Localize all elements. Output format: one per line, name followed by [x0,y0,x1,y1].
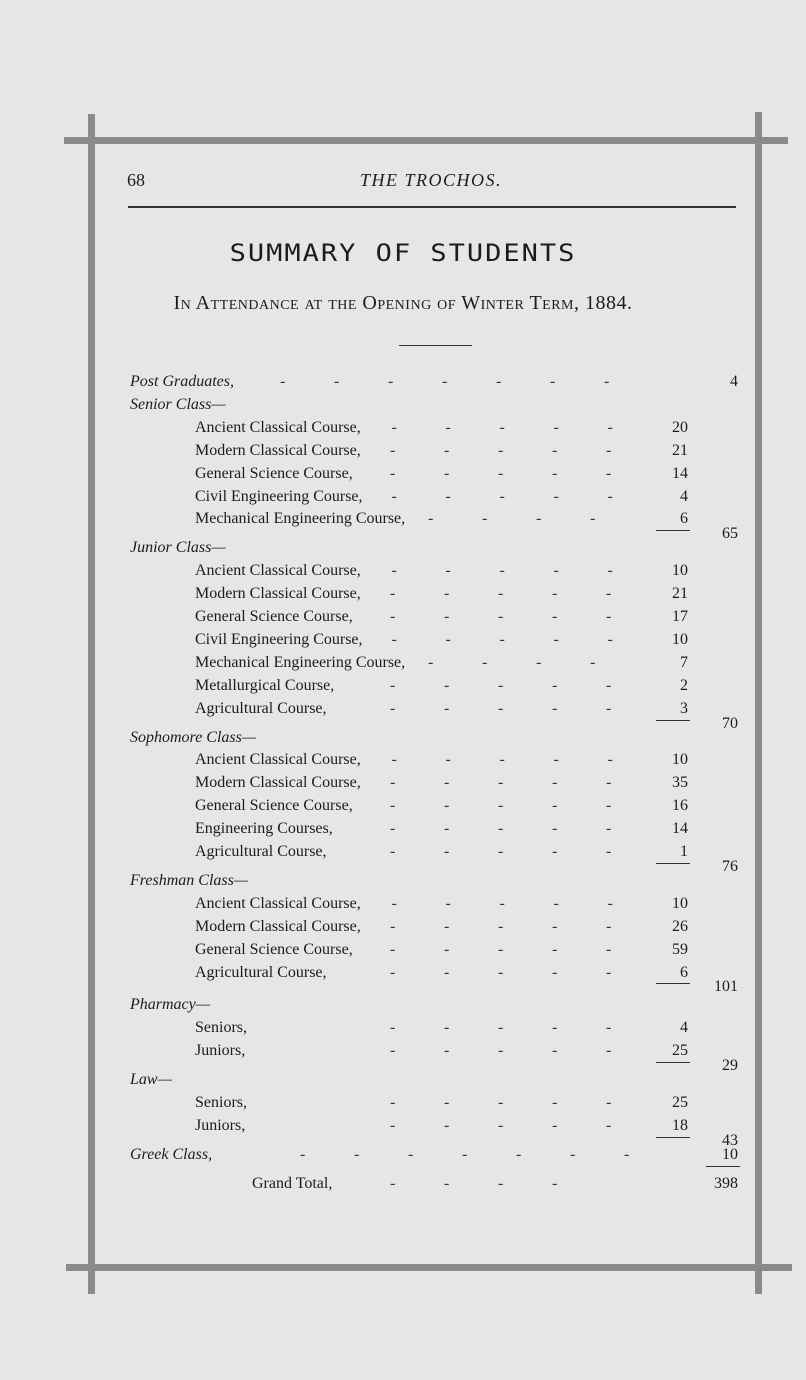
leader-dash: - [444,917,450,935]
sophomore-class-row-count: 1 [680,843,688,860]
leader-dash: - [391,487,397,505]
junior-class-row-count: 10 [672,562,688,580]
junior-class-row-count: 7 [680,653,688,671]
leader-dash: - [354,1145,360,1163]
leader-dash: - [444,843,450,860]
leader-dash: - [444,774,450,792]
leader-dash: - [606,1042,612,1060]
pharmacy-heading [0,994,806,1016]
leader-dash: - [552,699,558,717]
junior-class-row-count: 17 [672,608,688,625]
greek-class-row-label: Greek Class, [130,1145,213,1163]
leader-dash: - [444,585,450,603]
leader-dash: - [498,1042,504,1060]
page-title: SUMMARY OF STUDENTS [229,239,577,268]
leader-dash: - [498,441,504,459]
leader-dash: - [390,843,396,860]
sophomore-class-row-count: 16 [672,797,688,815]
leader-dash: - [552,963,558,981]
pharmacy-row-count: 25 [672,1042,688,1060]
sophomore-class-row-label: General Science Course, [195,797,353,815]
leader-dash: - [499,562,505,580]
leader-dash: - [280,373,286,390]
leader-dash: - [428,653,434,671]
law-row-count: 18 [672,1116,688,1134]
leader-dash: - [499,418,505,436]
leader-dash: - [498,963,504,981]
law-class-total: 43 [722,1131,738,1149]
senior-class-row-count: 6 [680,510,688,528]
junior-class-row-count: 3 [680,699,688,717]
senior-class-row-count: 20 [672,418,688,436]
sophomore-class-row-label: Agricultural Course, [195,843,327,860]
leader-dash: - [590,510,596,528]
freshman-class-row-label: Ancient Classical Course, [195,894,361,912]
leader-dash: - [390,797,396,815]
leader-dash: - [606,608,612,625]
junior-class-row [0,629,806,651]
page-number: 68 [127,170,145,190]
leader-dash: - [606,797,612,815]
senior-class-row-label: Mechanical Engineering Course, [195,510,406,528]
leader-dash: - [624,1145,630,1163]
senior-class-row-label: General Science Course, [195,464,353,482]
leader-dash: - [606,1116,612,1134]
junior-class-heading-label: Junior Class— [130,539,226,557]
leader-dash: - [570,1145,576,1163]
freshman-class-row-label: Modern Classical Course, [195,917,361,935]
leader-dash: - [390,585,396,603]
junior-class-row-label: Mechanical Engineering Course, [195,653,406,671]
freshman-class-row-count: 6 [680,963,688,981]
law-row-label: Seniors, [195,1094,247,1111]
leader-dash: - [552,1094,558,1111]
leader-dash: - [552,843,558,860]
leader-dash: - [482,510,488,528]
post-graduates-row [0,371,806,393]
law-row-label: Juniors, [195,1116,246,1134]
leader-dash: - [536,510,542,528]
freshman-class-row-label: General Science Course, [195,940,353,958]
leader-dash: - [498,1094,504,1111]
leader-dash: - [390,699,396,717]
leader-dash: - [552,1174,558,1192]
leader-dash: - [428,510,434,528]
leader-dash: - [444,1116,450,1134]
leader-dash: - [445,487,451,505]
leader-dash: - [553,487,559,505]
leader-dash: - [552,441,558,459]
freshman-class-row [0,893,806,915]
senior-class-row-label: Modern Classical Course, [195,441,361,459]
pharmacy-row-label: Juniors, [195,1042,246,1060]
leader-dash: - [444,963,450,981]
senior-class-row-label: Ancient Classical Course, [195,418,361,436]
junior-class-row-label: General Science Course, [195,608,353,625]
leader-dash: - [445,751,451,769]
pharmacy-row [0,1017,806,1039]
greek-class-row-total: 10 [722,1145,738,1163]
page-subtitle: In Attendance at the Opening of Winter Term, 1884. [173,292,633,314]
law-heading [0,1069,806,1091]
junior-class-row [0,675,806,697]
leader-dash: - [499,751,505,769]
leader-dash: - [498,774,504,792]
post-graduates-row-label: Post Graduates, [130,373,234,390]
pharmacy-class-total: 29 [722,1057,738,1075]
junior-class-class-total: 70 [722,714,738,732]
grand-total-row-total: 398 [714,1174,738,1192]
leader-dash: - [552,1019,558,1037]
leader-dash: - [552,820,558,838]
grand-total-row-label: Grand Total, [252,1174,333,1192]
leader-dash: - [391,562,397,580]
leader-dash: - [606,1019,612,1037]
senior-class-row [0,440,806,462]
leader-dash: - [552,774,558,792]
leader-dash: - [408,1145,414,1163]
junior-class-row [0,652,806,674]
leader-dash: - [606,585,612,603]
sophomore-class-row [0,772,806,794]
sophomore-class-row [0,749,806,771]
leader-dash: - [334,373,340,390]
freshman-class-row [0,939,806,961]
leader-dash: - [444,608,450,625]
junior-class-row-count: 2 [680,676,688,694]
leader-dash: - [552,1042,558,1060]
leader-dash: - [498,585,504,603]
leader-dash: - [390,1174,396,1192]
leader-dash: - [390,676,396,694]
title-divider [399,345,472,346]
senior-class-class-total: 65 [722,525,738,543]
leader-dash: - [444,464,450,482]
leader-dash: - [498,843,504,860]
leader-dash: - [498,917,504,935]
sophomore-class-row [0,795,806,817]
leader-dash: - [444,820,450,838]
sophomore-class-row-label: Modern Classical Course, [195,774,361,792]
leader-dash: - [552,797,558,815]
leader-dash: - [552,1116,558,1134]
leader-dash: - [607,418,613,436]
junior-class-row-count: 21 [672,585,688,603]
leader-dash: - [496,373,502,390]
leader-dash: - [499,894,505,912]
running-title: THE TROCHOS. [360,170,503,190]
leader-dash: - [390,1042,396,1060]
senior-class-heading [0,394,806,416]
leader-dash: - [553,751,559,769]
senior-class-row-label: Civil Engineering Course, [195,487,363,505]
pharmacy-row-count: 4 [680,1019,688,1037]
grand-total-row [0,1173,806,1195]
senior-class-row-count: 14 [672,464,688,482]
leader-dash: - [607,894,613,912]
leader-dash: - [607,562,613,580]
leader-dash: - [390,608,396,625]
leader-dash: - [391,630,397,648]
leader-dash: - [300,1145,306,1163]
greek-class-row [0,1144,806,1166]
leader-dash: - [552,585,558,603]
leader-dash: - [444,797,450,815]
leader-dash: - [498,676,504,694]
leader-dash: - [498,699,504,717]
leader-dash: - [391,751,397,769]
junior-class-row [0,560,806,582]
leader-dash: - [390,917,396,935]
leader-dash: - [498,940,504,958]
sophomore-class-row [0,818,806,840]
junior-class-row-label: Metallurgical Course, [195,676,335,694]
leader-dash: - [499,487,505,505]
leader-dash: - [498,820,504,838]
leader-dash: - [606,464,612,482]
leader-dash: - [444,1019,450,1037]
frame-top-rule [64,137,788,144]
leader-dash: - [388,373,394,390]
freshman-class-row-count: 59 [672,940,688,958]
leader-dash: - [553,418,559,436]
leader-dash: - [498,608,504,625]
leader-dash: - [606,774,612,792]
sophomore-class-row-count: 35 [672,774,688,792]
junior-class-row-label: Ancient Classical Course, [195,562,361,580]
leader-dash: - [552,940,558,958]
leader-dash: - [391,894,397,912]
leader-dash: - [390,940,396,958]
leader-dash: - [444,699,450,717]
freshman-class-class-total: 101 [714,978,738,996]
freshman-class-heading [0,870,806,892]
leader-dash: - [550,373,556,390]
leader-dash: - [445,562,451,580]
leader-dash: - [498,1174,504,1192]
leader-dash: - [390,774,396,792]
leader-dash: - [444,441,450,459]
sophomore-class-row-count: 14 [672,820,688,838]
header-rule [128,206,736,208]
sophomore-class-row-count: 10 [672,751,688,769]
senior-class-row [0,486,806,508]
senior-class-heading-label: Senior Class— [130,395,226,413]
leader-dash: - [444,676,450,694]
pharmacy-heading-label: Pharmacy— [130,996,210,1014]
leader-dash: - [499,630,505,648]
freshman-class-row-label: Agricultural Course, [195,963,327,981]
freshman-class-row [0,916,806,938]
leader-dash: - [606,441,612,459]
leader-dash: - [606,917,612,935]
leader-dash: - [498,464,504,482]
freshman-class-row-count: 26 [672,917,688,935]
pharmacy-row-label: Seniors, [195,1019,247,1037]
junior-class-heading [0,537,806,559]
leader-dash: - [606,676,612,694]
leader-dash: - [607,630,613,648]
senior-class-row [0,417,806,439]
law-row [0,1092,806,1114]
leader-dash: - [606,699,612,717]
leader-dash: - [553,630,559,648]
post-graduates-row-total: 4 [730,373,738,390]
law-row-count: 25 [672,1094,688,1111]
leader-dash: - [552,608,558,625]
grand-total-line [706,1166,740,1167]
sophomore-class-class-total: 76 [722,857,738,875]
leader-dash: - [606,820,612,838]
leader-dash: - [391,418,397,436]
senior-class-row-count: 4 [680,487,688,505]
junior-class-row-label: Agricultural Course, [195,699,327,717]
leader-dash: - [442,373,448,390]
leader-dash: - [552,676,558,694]
frame-bottom-rule [66,1264,792,1271]
junior-class-row [0,583,806,605]
sophomore-class-heading-label: Sophomore Class— [130,728,257,746]
senior-class-row [0,463,806,485]
leader-dash: - [462,1145,468,1163]
junior-class-row-count: 10 [672,630,688,648]
leader-dash: - [607,751,613,769]
leader-dash: - [498,797,504,815]
leader-dash: - [604,373,610,390]
leader-dash: - [390,441,396,459]
junior-class-row-label: Modern Classical Course, [195,585,361,603]
leader-dash: - [445,630,451,648]
leader-dash: - [498,1116,504,1134]
law-heading-label: Law— [130,1071,172,1089]
senior-class-row-count: 21 [672,441,688,459]
leader-dash: - [606,963,612,981]
sophomore-class-heading [0,727,806,749]
leader-dash: - [482,653,488,671]
leader-dash: - [607,487,613,505]
leader-dash: - [390,963,396,981]
leader-dash: - [445,894,451,912]
leader-dash: - [552,464,558,482]
junior-class-row-label: Civil Engineering Course, [195,630,363,648]
leader-dash: - [390,464,396,482]
leader-dash: - [390,820,396,838]
junior-class-row [0,606,806,628]
sophomore-class-row-label: Ancient Classical Course, [195,751,361,769]
leader-dash: - [552,917,558,935]
freshman-class-row-count: 10 [672,894,688,912]
leader-dash: - [445,418,451,436]
leader-dash: - [444,1094,450,1111]
leader-dash: - [498,1019,504,1037]
leader-dash: - [536,653,542,671]
leader-dash: - [444,1042,450,1060]
leader-dash: - [606,940,612,958]
leader-dash: - [516,1145,522,1163]
leader-dash: - [444,1174,450,1192]
freshman-class-heading-label: Freshman Class— [130,871,249,889]
leader-dash: - [390,1094,396,1111]
leader-dash: - [553,562,559,580]
leader-dash: - [444,940,450,958]
leader-dash: - [553,894,559,912]
leader-dash: - [390,1116,396,1134]
sophomore-class-row-label: Engineering Courses, [195,820,333,838]
leader-dash: - [606,1094,612,1111]
leader-dash: - [606,843,612,860]
leader-dash: - [590,653,596,671]
leader-dash: - [390,1019,396,1037]
